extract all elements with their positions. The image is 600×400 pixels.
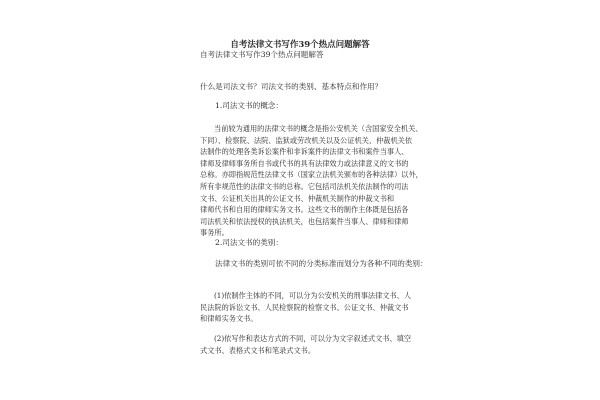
section1-heading: 1.司法文书的概念： [215,101,283,110]
paragraph-line: 和律师实务文书。 [200,314,258,324]
paragraph-line: 下同）、检察院、法院、监狱或劳改机关以及公证机关、仲裁机关依 [200,135,413,145]
paragraph-line: (1)依制作主体的不同，可以分为公安机关的刑事法律文书、人 [214,291,412,300]
paragraph-line: 司法机关和依法授权的执法机关，也包括案件当事人、律师和律师 [200,216,409,226]
paragraph-concept [200,123,423,239]
paragraph-line: 总称。亦即指规范性法律文书（国家立法机关颁布的各种法律）以外， [200,170,423,180]
types-intro: 法律文书的类别可依不同的分类标准而划分为各种不同的类别： [215,259,428,268]
paragraph-line: 法制作的处理各类诉讼案件和非诉案件的法律文书和案件当事人、 [200,147,409,157]
paragraph-line: 律师及律师事务所自书或代书的具有法律效力或法律意义的文书的 [200,158,409,168]
paragraph-type-1 [200,290,412,325]
paragraph-line: 当前较为通用的法律文书的概念是指公安机关（含国家安全机关、 [214,124,423,133]
paragraph-line: 文书、公证机关出具的公证文书、仲裁机关制作的仲裁文书和 [200,193,395,203]
paragraph-type-2 [200,333,412,356]
section2-heading: 2.司法文书的类别： [215,238,283,247]
paragraph-line: 所有非规范性的法律文书的总称。它包括司法机关依法制作的司法 [200,181,409,191]
paragraph-line: 式文书、表格式文书和笔录式文书。 [200,345,316,355]
question-heading: 什么是司法文书？司法文书的类别、基本特点和作用？ [200,82,383,91]
document-subtitle: 自考法律文书写作39个热点问题解答 [200,50,324,59]
paragraph-line: (2)依写作和表达方式的不同，可以分为文字叙述式文书、填空 [214,334,412,343]
document-title: 自考法律文书写作39个热点问题解答 [230,40,370,50]
paragraph-line: 律师代书和自用的律师实务文书。这些文书的制作主体既是包括各 [200,205,409,215]
paragraph-line: 事务所。 [200,228,229,238]
paragraph-line: 民法院的诉讼文书、人民检察院的检察文书、公证文书、仲裁文书 [200,302,409,312]
